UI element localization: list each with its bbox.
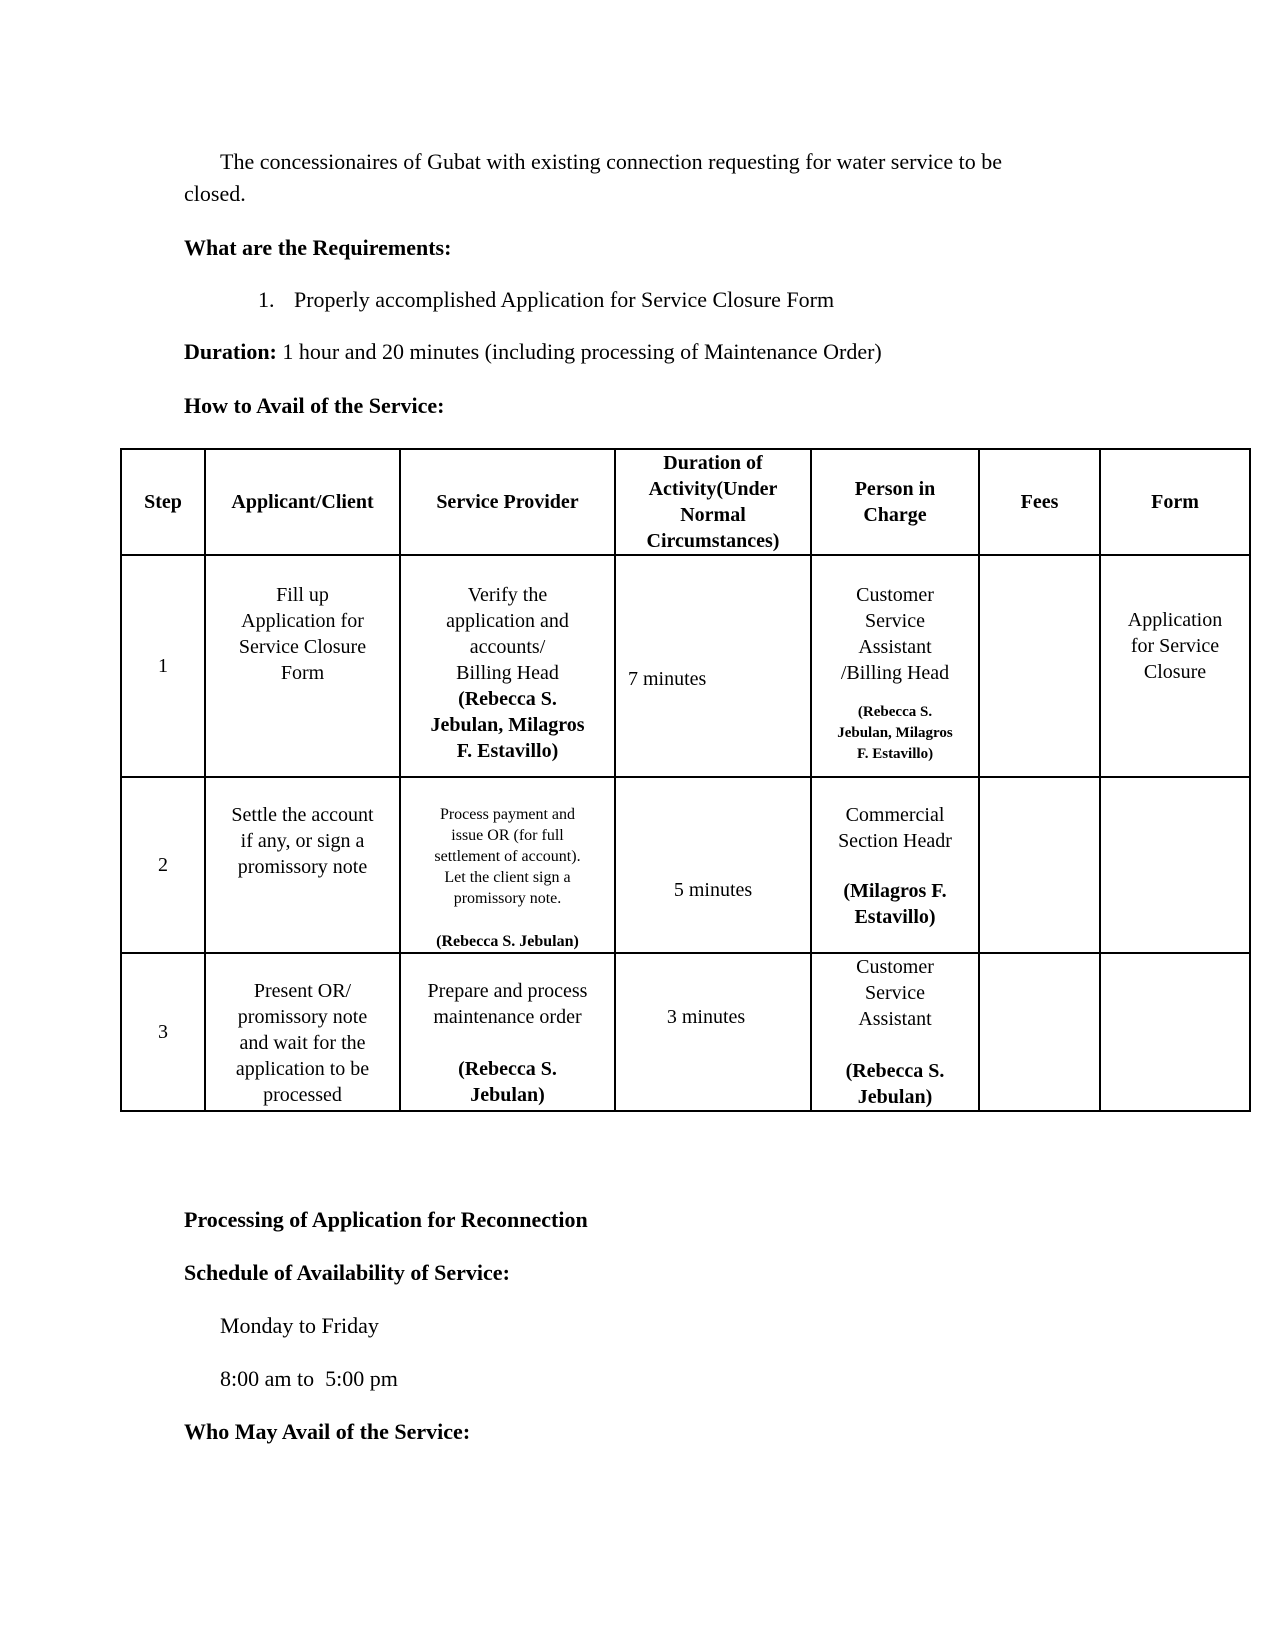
row-1-client-line: Fill up: [276, 584, 329, 606]
row-1-step: 1: [121, 555, 205, 777]
row-2-provider-line: issue OR (for full: [451, 827, 564, 844]
row-3-person-name: (Rebecca S.: [845, 1060, 945, 1082]
row-2-provider-line: settlement of account).: [434, 848, 581, 865]
header-service-provider: Service Provider: [400, 449, 615, 555]
duration-label: Duration:: [184, 339, 277, 364]
row-1-duration: 7 minutes: [615, 555, 811, 777]
row-2-client-line: Settle the account: [231, 804, 374, 826]
duration-line: [184, 336, 882, 368]
schedule-days: Monday to Friday: [220, 1313, 379, 1338]
row-1-fees: [979, 555, 1100, 777]
header-duration-line-4: Circumstances): [646, 530, 780, 552]
row-3-person-name: Jebulan): [857, 1086, 933, 1108]
row-3-client-line: application to be: [235, 1058, 370, 1080]
row-1-person-line: /Billing Head: [840, 662, 950, 684]
row-3-person-line: Assistant: [858, 1008, 932, 1030]
row-2-provider: [400, 777, 615, 953]
row-2-person-name: Estavillo): [854, 906, 936, 928]
row-3-client-line: processed: [263, 1084, 342, 1106]
table-row: [121, 777, 1250, 953]
schedule-heading: Schedule of Availability of Service:: [184, 1260, 510, 1285]
table-header-row: [121, 449, 1250, 555]
table-row: [121, 953, 1250, 1111]
row-3-provider-name: (Rebecca S.: [458, 1058, 557, 1080]
row-2-person: [811, 777, 979, 953]
row-3-fees: [979, 953, 1100, 1111]
row-2-provider-line: promissory note.: [453, 890, 562, 907]
header-duration-line-3: Normal: [680, 504, 746, 526]
intro-line-1: The concessionaires of Gubat with existing connection requesting for water service to be: [220, 149, 1002, 174]
header-person-in-charge: [811, 449, 979, 555]
row-1-form-line: Closure: [1143, 661, 1207, 683]
row-2-fees: [979, 777, 1100, 953]
row-2-client-line: promissory note: [237, 856, 368, 878]
row-3-form: [1100, 953, 1250, 1111]
header-duration-line-1: Duration of: [663, 452, 763, 474]
reconnection-title: Processing of Application for Reconnection: [184, 1207, 588, 1232]
row-1-provider-line: accounts/: [469, 636, 546, 658]
row-3-person-line: Customer: [856, 956, 934, 978]
row-1-provider-line: Billing Head: [456, 662, 559, 684]
row-2-step: 2: [121, 777, 205, 953]
row-1-person-name: F. Estavillo): [856, 746, 934, 762]
row-1-provider-line: application and: [446, 610, 569, 632]
row-2-person-name: (Milagros F.: [843, 880, 947, 902]
requirement-item-1-number: 1.: [258, 287, 275, 312]
header-form: Form: [1100, 449, 1250, 555]
header-person-line-1: Person in: [854, 478, 936, 500]
requirements-heading: What are the Requirements:: [184, 235, 452, 260]
row-3-client-line: Present OR/: [253, 980, 352, 1002]
row-1-client-line: Form: [280, 662, 325, 684]
row-3-provider-line: Prepare and process: [427, 980, 588, 1002]
header-duration: [615, 449, 811, 555]
row-1-person-name: Jebulan, Milagros: [837, 725, 953, 741]
schedule-hours: 8:00 am to 5:00 pm: [220, 1366, 398, 1391]
row-2-form: [1100, 777, 1250, 953]
service-steps-table: [120, 448, 1251, 1112]
row-1-person-line: Service: [865, 610, 925, 632]
row-2-person-line: Commercial: [845, 804, 945, 826]
intro-line-2: closed.: [184, 181, 246, 206]
header-applicant-client: Applicant/Client: [205, 449, 400, 555]
row-1-client-line: Application for: [241, 610, 364, 632]
row-1-form-line: for Service: [1130, 635, 1220, 657]
row-1-form: [1100, 555, 1250, 777]
row-1-form-line: Application: [1127, 609, 1223, 631]
row-2-provider-line: Process payment and: [439, 806, 576, 823]
row-3-person: [811, 953, 979, 1111]
row-3-person-line: Service: [865, 982, 925, 1004]
row-1-person-name: (Rebecca S.: [857, 704, 933, 720]
row-1-client-line: Service Closure: [238, 636, 367, 658]
duration-value: 1 hour and 20 minutes (including processing of Maintenance Order): [282, 339, 882, 364]
row-2-client: [205, 777, 400, 953]
row-3-client: [205, 953, 400, 1111]
row-1-person: [811, 555, 979, 777]
header-step: Step: [121, 449, 205, 555]
requirement-item-1-text: Properly accomplished Application for Service Closure Form: [294, 287, 835, 312]
who-may-avail-heading: Who May Avail of the Service:: [184, 1419, 471, 1444]
row-1-provider-name: Jebulan, Milagros: [430, 714, 585, 736]
row-3-client-line: promissory note: [237, 1006, 368, 1028]
row-1-person-line: Assistant: [858, 636, 932, 658]
row-3-duration: 3 minutes: [615, 953, 811, 1111]
header-person-line-2: Charge: [863, 504, 927, 526]
row-1-provider-line: Verify the: [467, 584, 548, 606]
row-2-provider-line: Let the client sign a: [444, 869, 571, 886]
row-1-person-line: Customer: [856, 584, 934, 606]
how-to-avail-heading: How to Avail of the Service:: [184, 393, 445, 418]
row-1-client: [205, 555, 400, 777]
row-3-client-line: and wait for the: [239, 1032, 366, 1054]
header-fees: Fees: [979, 449, 1100, 555]
row-2-provider-name: (Rebecca S. Jebulan): [436, 933, 579, 950]
row-3-provider-line: maintenance order: [433, 1006, 582, 1028]
row-2-client-line: if any, or sign a: [240, 830, 365, 852]
row-1-provider-name: F. Estavillo): [456, 740, 559, 762]
row-3-provider: [400, 953, 615, 1111]
header-duration-line-2: Activity(Under: [648, 478, 778, 500]
row-3-step: 3: [121, 953, 205, 1111]
table-row: [121, 555, 1250, 777]
row-2-duration: 5 minutes: [615, 777, 811, 953]
row-3-provider-name: Jebulan): [470, 1084, 545, 1106]
row-1-provider: [400, 555, 615, 777]
row-2-person-line: Section Headr: [838, 830, 952, 852]
row-1-provider-name: (Rebecca S.: [458, 688, 557, 710]
